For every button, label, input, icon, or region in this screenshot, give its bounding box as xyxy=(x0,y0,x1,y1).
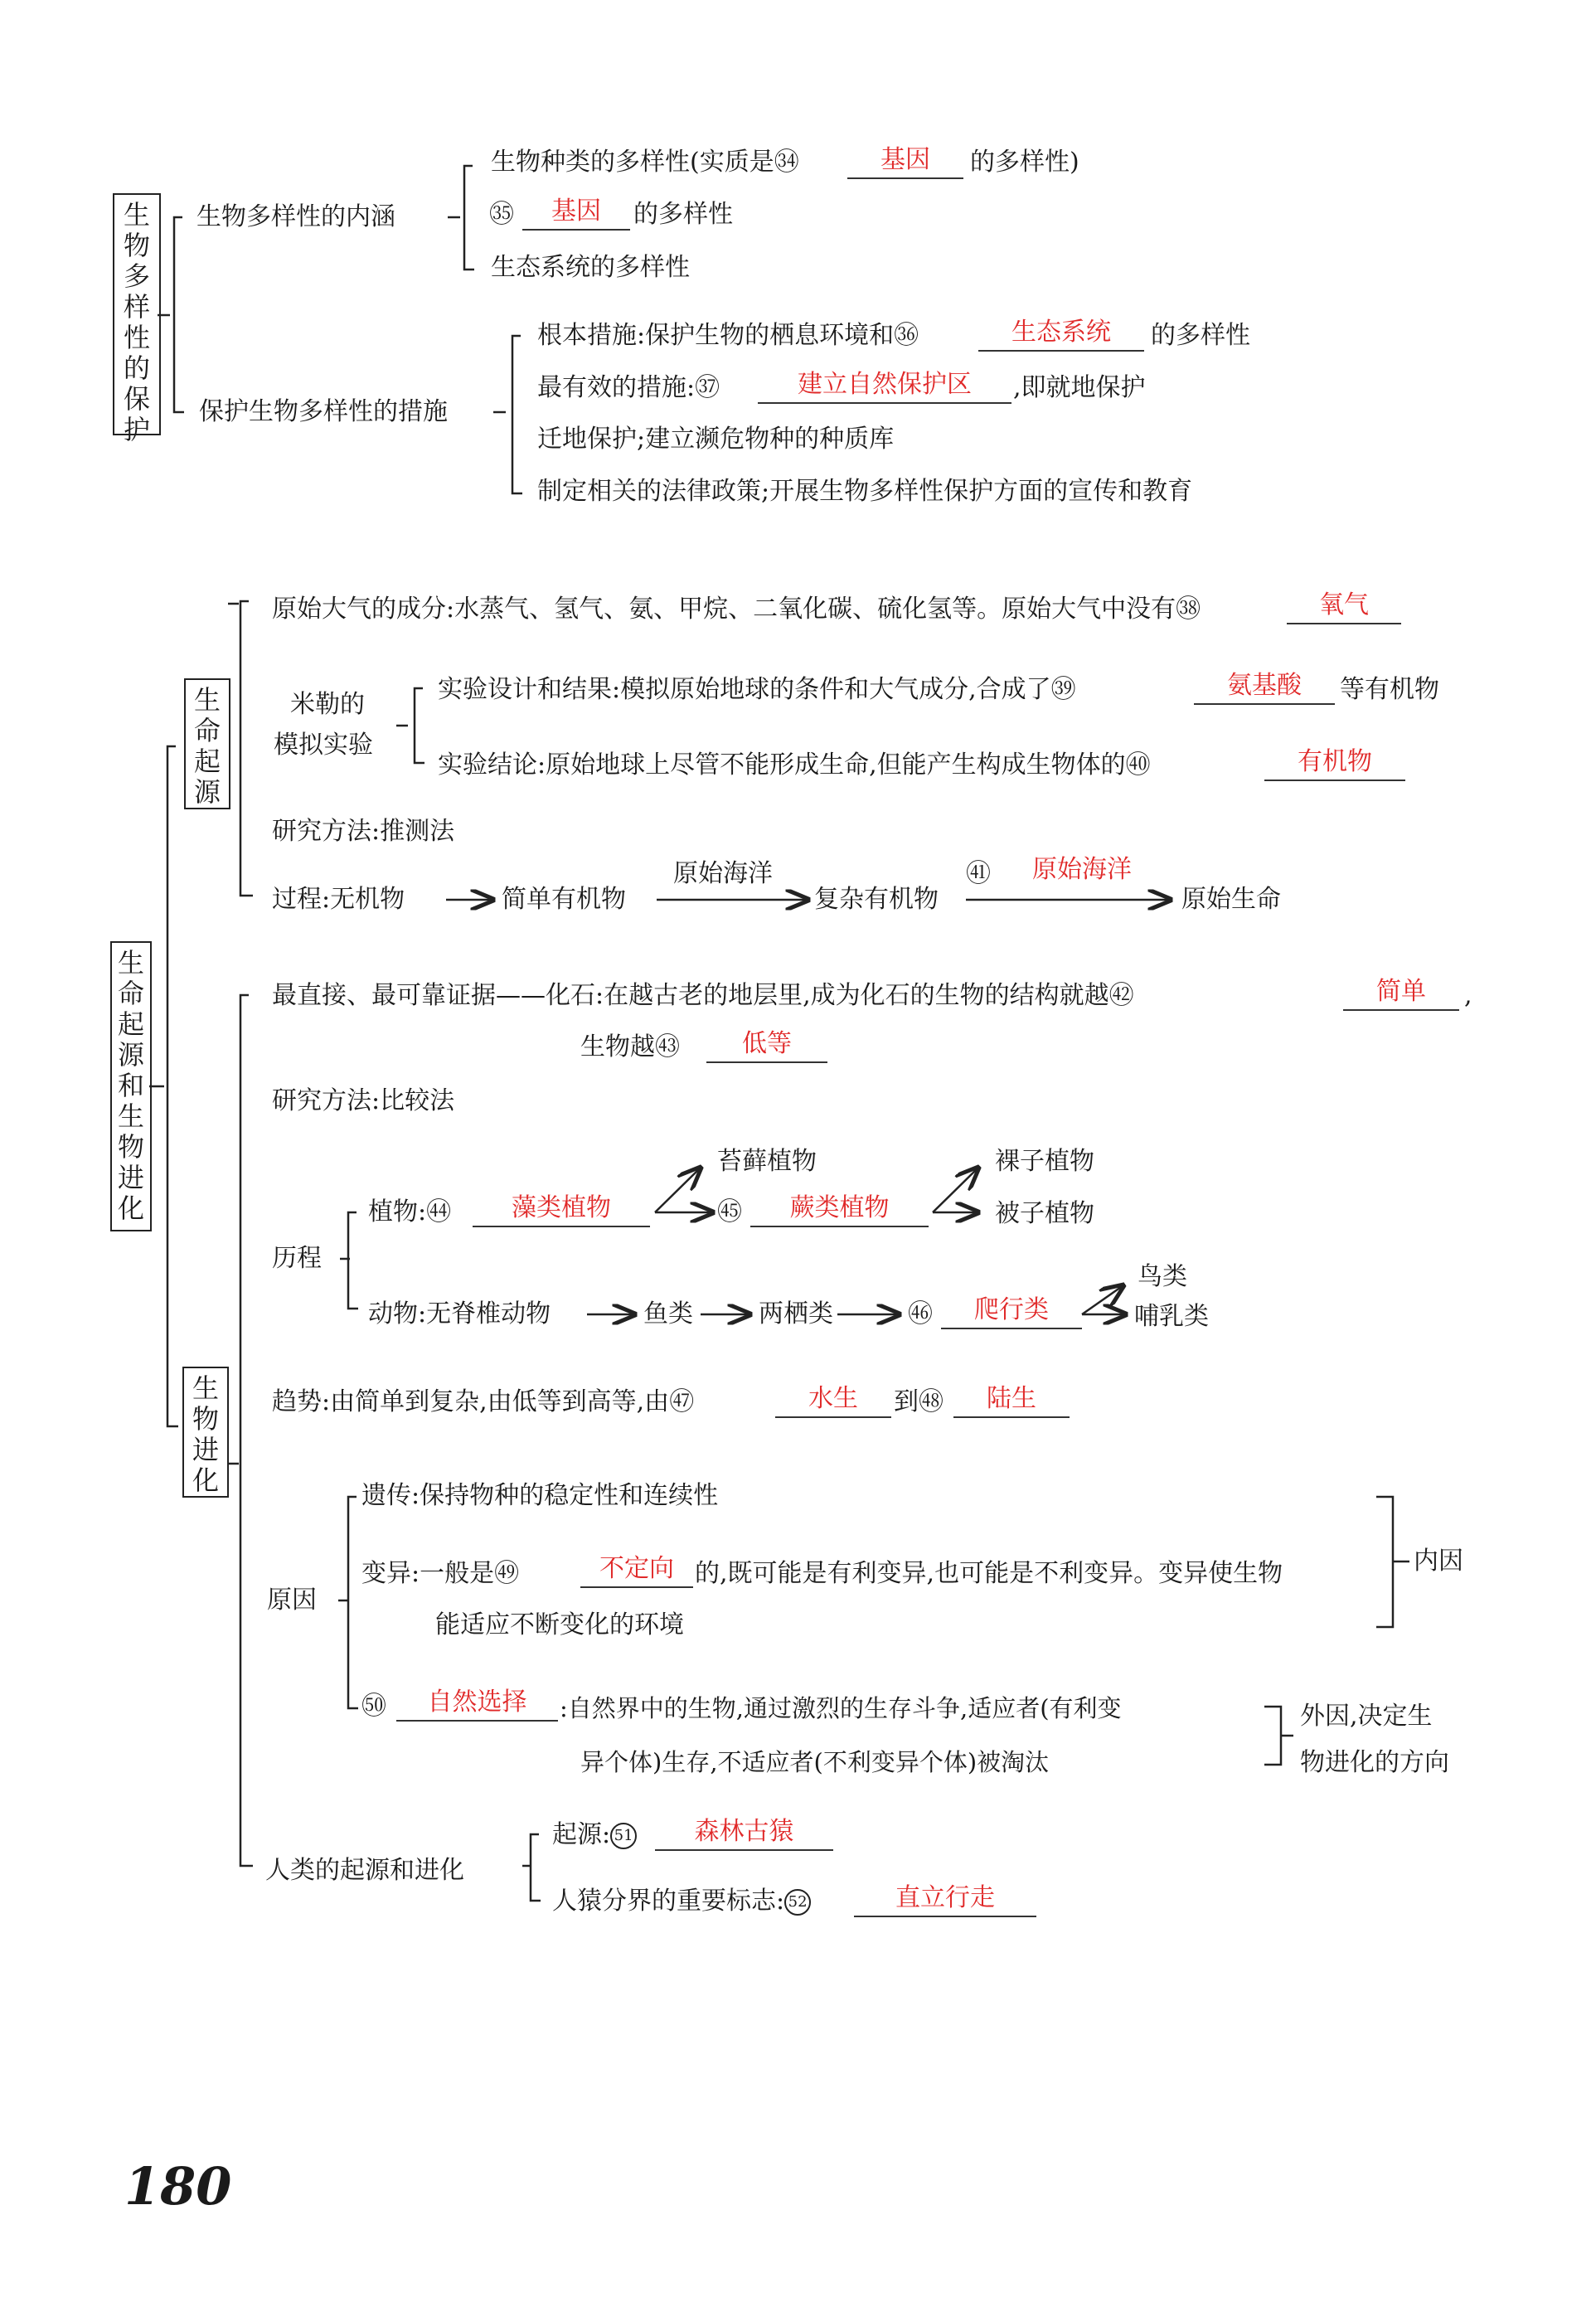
label-history: 历程 xyxy=(272,1244,322,1273)
label-internal-cause: 内因 xyxy=(1414,1547,1463,1576)
answer-blank-43 xyxy=(706,1030,827,1063)
number-37: ㊲ xyxy=(695,373,720,402)
text-variation-end: 的,既可能是有利变异,也可能是不利变异。变异使生物 xyxy=(695,1559,1283,1588)
page-number: 180 xyxy=(124,2156,232,2217)
answer-blank-37 xyxy=(758,371,1011,404)
line-human-evolution: 人类的起源和进化 xyxy=(265,1856,464,1885)
process-complex-organic: 复杂有机物 xyxy=(814,885,939,914)
text: 实验设计和结果:模拟原始地球的条件和大气成分,合成了 xyxy=(438,675,1051,704)
answer-blank-45 xyxy=(750,1194,929,1227)
line-research-method-compare: 研究方法:比较法 xyxy=(272,1086,455,1115)
line-human-origin xyxy=(552,1820,637,1850)
answer-blank-47 xyxy=(775,1385,891,1418)
answer-46: 爬行类 xyxy=(974,1295,1049,1324)
text-moss: 苔藓植物 xyxy=(717,1147,817,1176)
answer-35: 基因 xyxy=(551,197,601,226)
text: 植物: xyxy=(368,1197,427,1226)
answer-41: 原始海洋 xyxy=(1032,855,1132,884)
line-primitive-atmosphere xyxy=(272,595,1201,624)
process-primitive-life: 原始生命 xyxy=(1181,885,1281,914)
answer-blank-38 xyxy=(1287,591,1401,624)
text-plant xyxy=(368,1197,451,1227)
answer-blank-51 xyxy=(655,1818,833,1851)
answer-52: 直立行走 xyxy=(895,1883,995,1912)
branch-biodiversity-connotation: 生物多样性的内涵 xyxy=(196,202,395,231)
sub-box-evolution xyxy=(182,1367,229,1498)
text-fundamental-end: 的多样性 xyxy=(1151,321,1250,350)
line-research-method-inference: 研究方法:推测法 xyxy=(272,817,455,846)
number-35: ㉟ xyxy=(489,200,514,229)
line-ecosystem-diversity: 生态系统的多样性 xyxy=(491,253,690,282)
line-experiment-conclusion xyxy=(438,750,1151,780)
text-diversity-35-end: 的多样性 xyxy=(633,200,733,229)
answer-44: 藻类植物 xyxy=(512,1193,611,1222)
number-38: ㊳ xyxy=(1176,595,1201,624)
answer-37: 建立自然保护区 xyxy=(798,370,972,399)
text: 最直接、最可靠证据——化石:在越古老的地层里,成为化石的生物的结构就越 xyxy=(272,981,1109,1010)
answer-blank-36 xyxy=(978,318,1144,352)
answer-47: 水生 xyxy=(808,1384,858,1413)
text: 人猿分界的重要标志: xyxy=(552,1887,785,1916)
text-angiosperm: 被子植物 xyxy=(995,1199,1094,1228)
answer-blank-41 xyxy=(999,856,1165,887)
answer-51: 森林古猿 xyxy=(694,1817,794,1846)
answer-blank-50 xyxy=(396,1688,558,1722)
number-48: ㊽ xyxy=(919,1387,944,1416)
answer-blank-34 xyxy=(847,146,963,179)
number-42: ㊷ xyxy=(1108,981,1134,1010)
answer-43: 低等 xyxy=(742,1029,792,1058)
answer-48: 陆生 xyxy=(987,1384,1036,1413)
answer-45: 蕨类植物 xyxy=(789,1193,890,1222)
text: 趋势:由简单到复杂,由低等到高等,由 xyxy=(272,1387,670,1416)
answer-blank-49 xyxy=(580,1555,693,1588)
number-39: ㊴ xyxy=(1050,675,1076,704)
number-36: ㊱ xyxy=(894,321,919,350)
section-box-origin-evolution xyxy=(110,941,152,1231)
text-bird: 鸟类 xyxy=(1138,1262,1187,1291)
text-comma: , xyxy=(1464,981,1472,1010)
text-fish: 鱼类 xyxy=(643,1299,693,1328)
number-40: ㊵ xyxy=(1125,750,1151,780)
answer-38: 氧气 xyxy=(1319,590,1369,619)
text: 实验结论:原始地球上尽管不能形成生命,但能产生构成生物体的 xyxy=(438,750,1126,780)
line-fossil-lower xyxy=(580,1032,680,1062)
answer-50: 自然选择 xyxy=(427,1688,527,1717)
number-51: 51 xyxy=(610,1823,637,1849)
answer-34: 基因 xyxy=(880,145,930,174)
answer-36: 生态系统 xyxy=(1011,318,1111,347)
text-mammal: 哺乳类 xyxy=(1134,1302,1209,1331)
number-47: ㊼ xyxy=(669,1387,695,1416)
text: 起源: xyxy=(552,1820,611,1849)
number-52: 52 xyxy=(784,1889,811,1916)
answer-blank-42 xyxy=(1343,978,1459,1011)
text-genetic-diversity-end: 的多样性) xyxy=(970,148,1079,177)
answer-blank-39 xyxy=(1194,672,1335,705)
answer-49: 不定向 xyxy=(599,1554,674,1583)
text: 根本措施:保护生物的栖息环境和 xyxy=(537,321,895,350)
line-species-diversity xyxy=(491,148,799,177)
line-human-ape-boundary xyxy=(552,1887,811,1916)
branch-protection-measures: 保护生物多样性的措施 xyxy=(199,397,448,426)
process-simple-organic: 简单有机物 xyxy=(502,885,626,914)
line-ex-situ: 迁地保护;建立濒危物种的种质库 xyxy=(537,425,895,454)
text-gymnosperm: 裸子植物 xyxy=(995,1147,1094,1176)
answer-42: 简单 xyxy=(1376,977,1426,1006)
line-experiment-design xyxy=(438,675,1076,705)
line-fossil-evidence xyxy=(272,981,1134,1011)
answer-blank-52 xyxy=(854,1884,1036,1917)
answer-40: 有机物 xyxy=(1298,747,1372,776)
number-46: ㊻ xyxy=(908,1299,933,1328)
answer-39: 氨基酸 xyxy=(1227,671,1302,700)
number-41: ㊶ xyxy=(966,859,991,888)
label-miller-1: 米勒的 xyxy=(290,690,365,719)
text: 原始大气的成分:水蒸气、氢气、氨、甲烷、二氧化碳、硫化氢等。原始大气中没有 xyxy=(272,595,1176,624)
text-in-situ: ,即就地保护 xyxy=(1013,373,1146,402)
line-heredity: 遗传:保持物种的稳定性和连续性 xyxy=(361,1481,719,1510)
sub-title: 生物进化 xyxy=(192,1372,219,1496)
answer-blank-48 xyxy=(953,1385,1070,1418)
text: 生物越 xyxy=(580,1032,655,1061)
answer-blank-35 xyxy=(522,197,630,231)
line-laws-education: 制定相关的法律政策;开展生物多样性保护方面的宣传和教育 xyxy=(537,477,1193,506)
text-organics-end: 等有机物 xyxy=(1340,675,1439,704)
number-45: ㊺ xyxy=(717,1197,742,1226)
text: 变异:一般是 xyxy=(361,1559,495,1588)
line-selection-1: :自然界中的生物,通过激烈的生存斗争,适应者(有利变 xyxy=(560,1694,1122,1722)
number-49: ㊾ xyxy=(494,1559,520,1588)
label-external-cause-2: 物进化的方向 xyxy=(1300,1748,1449,1777)
answer-blank-40 xyxy=(1264,748,1405,781)
label-miller-2: 模拟实验 xyxy=(274,731,373,760)
line-variation-2: 能适应不断变化的环境 xyxy=(435,1610,684,1639)
section-title: 生物多样性的保护 xyxy=(123,199,150,445)
text: 生物种类的多样性(实质是 xyxy=(491,148,774,177)
sub-title: 生命起源 xyxy=(193,684,221,808)
line-trend-to xyxy=(894,1387,944,1417)
process-inorganic: 过程:无机物 xyxy=(272,885,405,914)
sub-box-origin-of-life xyxy=(184,678,230,809)
line-trend xyxy=(272,1387,694,1417)
text: 最有效的措施: xyxy=(537,373,696,402)
number-34: ㉞ xyxy=(774,148,799,177)
number-43: ㊸ xyxy=(655,1032,680,1061)
label-external-cause-1: 外因,决定生 xyxy=(1300,1702,1433,1731)
line-selection-2: 异个体)生存,不适应者(不利变异个体)被淘汰 xyxy=(580,1748,1050,1776)
line-most-effective-measure xyxy=(537,373,720,403)
answer-blank-44 xyxy=(473,1194,650,1227)
label-cause: 原因 xyxy=(267,1586,317,1615)
answer-blank-46 xyxy=(941,1296,1082,1329)
text: 到 xyxy=(894,1387,919,1416)
number-44: ㊹ xyxy=(426,1197,452,1226)
section-box-biodiversity-protection xyxy=(113,193,161,445)
number-50: ㊿ xyxy=(361,1692,386,1721)
text-invertebrate: 动物:无脊椎动物 xyxy=(368,1299,551,1328)
line-fundamental-measure xyxy=(537,321,919,351)
text-amphibian: 两栖类 xyxy=(759,1299,833,1328)
section-title: 生命起源和生物进化 xyxy=(117,947,144,1224)
line-variation xyxy=(361,1559,519,1589)
process-ocean-label: 原始海洋 xyxy=(673,859,773,888)
